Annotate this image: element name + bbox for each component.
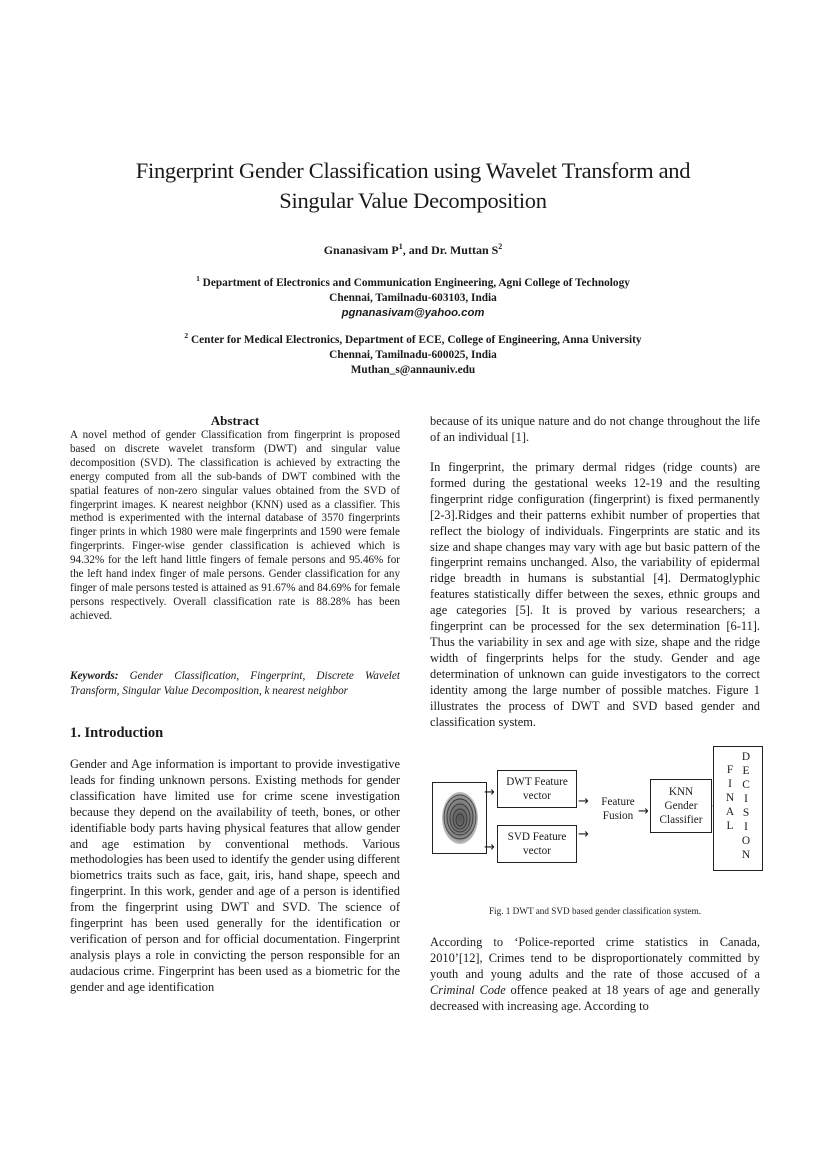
feature-fusion-label [592,795,644,823]
affiliation-2-email[interactable]: Muthan_s@annauniv.edu [350,364,476,377]
arrow-svd-to-fusion: → [578,827,589,842]
fingerprint-image-box [432,782,487,854]
fusion-line-1: Feature [601,796,635,808]
affiliation-1-line-2: Chennai, Tamilnadu-603103, India [329,291,497,304]
decision-letter-o: O [741,835,751,847]
author-1: Gnanasivam P [323,243,399,257]
arrow-dwt-to-fusion: → [578,794,589,809]
author-2-sup: 2 [498,242,503,251]
figure-1-caption: Fig. 1 DWT and SVD based gender classification system. [488,906,702,916]
dwt-feature-vector-box [497,770,577,808]
final-letter-i: I [728,778,732,790]
arrow-to-svd: → [484,840,495,855]
arrow-fusion-to-knn: → [638,804,649,819]
svd-feature-vector-box [497,825,577,863]
abstract-text: A novel method of gender Classification from fingerprint is proposed based on discrete wavelet transform (DWT) and singular value decomposition (SVD). The classification is achieved by extracting the energy computed from all the sub-bands of DWT combined with the spatial features of non-zero singular values obtained from the SVD of fingerprint images. K nearest neighbor (KNN) used as a classifier. This method is experimented with the internal database of 3570 fingerprints finger prints in which 1980 were male fingerprints and 1590 were female fingerprints. Finger-wise gender classification is achieved which is 94.32% for the left hand little fingers of female persons and 95.46% for the left hand index finger of male persons. Gender classification for any finger of male persons tested is attained as 91.67% and 84.69% for female persons respectively. Overall classification rate is 88.28% has been achieved. [70,429,400,622]
keywords-label: Keywords: [70,670,119,682]
affiliation-1-line-1: Department of Electronics and Communication Engineering, Agni College of Technology [199,276,630,289]
introduction-text: Gender and Age information is important to provide investigative leads for finding unknown persons. Existing methods for gender classification have limited use for crime scene investigation because they depend on the availability of teeth, bones, or other identifiable body parts having physical features that allow gender and age estimation by conventional methods. Various methodologies has been used to identify the gender using different biometrics traits such as face, gait, iris, hand shape, speech and fingerprint. In this work, gender and age of a person is identified from the fingerprint using DWT and SVD. The science of fingerprint has been used generally for the identification or verification of person and for official documentation. Fingerprint analysis plays a role in convicting the person responsible for an audacious crime. Fingerprint has been used as a biometric for the gender and age identification [70,757,400,994]
dwt-line-2: vector [523,790,551,802]
decision-letter-e: E [742,765,750,777]
criminal-code-italic: Criminal Code [430,982,506,997]
final-decision-box [713,746,763,871]
title-line-1: Fingerprint Gender Classification using Wavelet Transform and [135,158,691,183]
decision-letter-i2: I [744,821,748,833]
affiliation-2 [90,328,736,378]
knn-line-2: Gender [664,800,698,812]
knn-classifier-box [650,779,712,833]
figure-1-diagram [430,748,766,908]
decision-letter-s: S [742,807,750,819]
right-paragraph-3-part-a: According to ‘Police-reported crime statistics in Canada, 2010’[12], Crimes tend to be disproportionately committed by youth and young adults and the rate of those accused of a [430,935,760,981]
knn-line-3: Classifier [659,814,703,826]
fingerprint-icon [438,787,482,849]
svd-line-1: SVD Feature [507,831,567,843]
final-letter-f: F [726,764,734,776]
paper-title [60,156,766,216]
final-letter-l: L [726,820,734,832]
right-paragraph-1: because of its unique nature and do not change throughout the life of an individual [1]. [430,414,760,444]
affiliation-1-email[interactable]: pgnanasivam@yahoo.com [341,307,485,320]
keywords-text: Gender Classification, Fingerprint, Discrete Wavelet Transform, Singular Value Decomposition, k nearest neighbor [70,670,400,697]
final-letter-n: N [725,792,735,804]
final-letter-a: A [725,806,735,818]
right-paragraph-3 [430,935,760,1015]
knn-line-1: KNN [668,786,694,798]
dwt-line-1: DWT Feature [506,776,568,788]
keywords [70,669,400,698]
affiliation-1 [90,271,736,321]
fusion-line-2: Fusion [602,810,634,822]
right-paragraph-2: In fingerprint, the primary dermal ridges (ridge counts) are formed during the gestational weeks 12-19 and the resulting fingerprint ridge configuration (fingerprint) is fixed permanently [2-3].Ridges and their patterns exhibit number of properties that reflect the biology of individuals. Fingerprints are static and its size and shape changes may vary with age but basic pattern of the fingerprint remains unchanged. Also, the variability of epidermal ridge breadth in humans is substantial [4]. Dermatoglyphic features statistically differ between the sexes, ethnic groups and age categories [5]. It is proved by various researchers; a fingerprint can be processed for the sex determination [6-11]. Thus the variability in sex and age with size, shape and the ridge width of fingerprints helps for the study. Gender and age determination of unknown can guide investigators to the correct identity among the large number of possible matches. Figure 1 illustrates the process of DWT and SVD based gender and classification system. [430,460,760,729]
abstract-heading: Abstract [210,413,260,428]
title-line-2: Singular Value Decomposition [279,188,547,213]
decision-letter-d: D [741,751,751,763]
arrow-to-dwt: → [484,785,495,800]
right-paragraph-3-part-b: offence peaked at 18 years of age and generally decreased with increasing age. According to [430,982,760,1013]
affiliation-2-line-1: Center for Medical Electronics, Department of ECE, College of Engineering, Anna University [188,333,642,346]
section-heading-introduction: 1. Introduction [70,725,164,741]
author-line [100,242,726,258]
affiliation-2-sup: 2 [184,331,189,340]
affiliation-1-sup: 1 [196,274,200,283]
affiliation-2-line-2: Chennai, Tamilnadu-600025, India [329,348,497,361]
decision-letter-n: N [741,849,751,861]
author-separator: , and Dr. Muttan S [402,243,499,257]
decision-letter-i: I [744,793,748,805]
author-1-sup: 1 [398,242,403,251]
decision-letter-c: C [742,779,750,791]
svd-line-2: vector [523,845,551,857]
